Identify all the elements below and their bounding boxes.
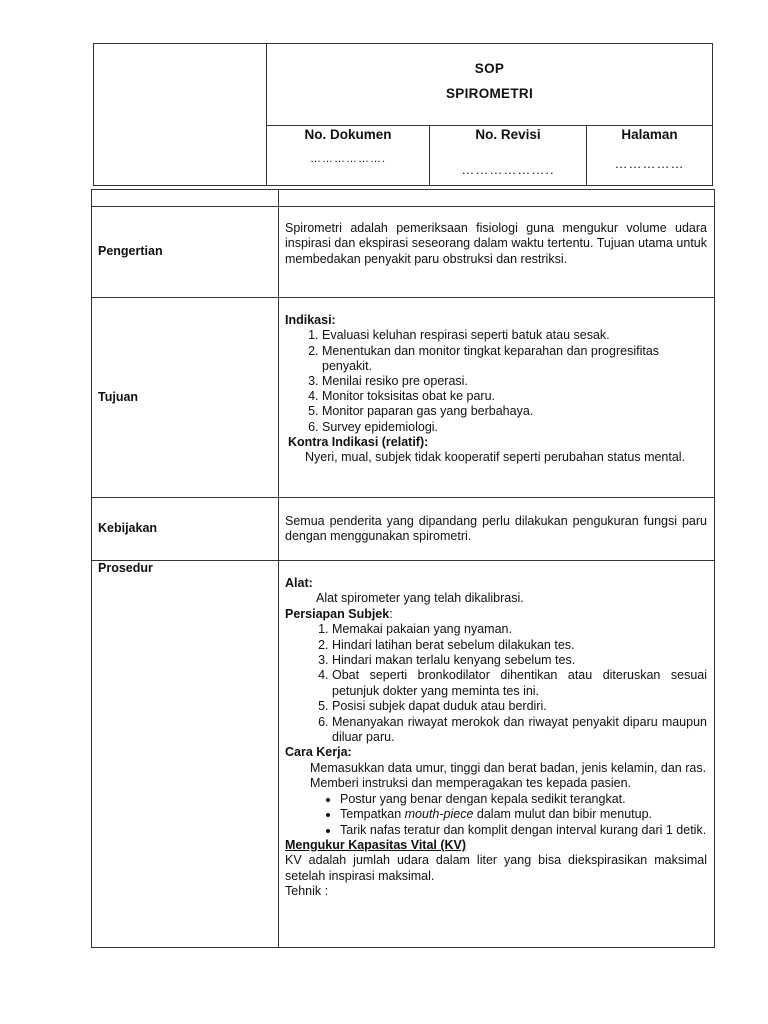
persiapan-heading-line bbox=[285, 607, 707, 622]
list-item: 1. Memakai pakaian yang nyaman. bbox=[332, 622, 707, 637]
kebijakan-label: Kebijakan bbox=[98, 521, 158, 535]
pengertian-label: Pengertian bbox=[98, 244, 163, 258]
cara-kerja-heading: Cara Kerja: bbox=[285, 745, 352, 760]
list-item: 4. Monitor toksisitas obat ke paru. bbox=[322, 389, 707, 404]
cara-kerja-text-1: Memasukkan data umur, tinggi dan berat badan, jenis kelamin, dan ras. bbox=[310, 760, 707, 775]
kontra-text: Nyeri, mual, subjek tidak kooperatif seperti perubahan status mental. bbox=[305, 450, 686, 465]
alat-heading: Alat: bbox=[285, 576, 313, 590]
document-title: SPIROMETRI bbox=[445, 86, 533, 101]
list-item: 2. Hindari latihan berat sebelum dilakukan tes. bbox=[332, 638, 707, 653]
no-revisi-label: No. Revisi bbox=[475, 127, 541, 142]
list-item: 5. Posisi subjek dapat duduk atau berdiri. bbox=[332, 699, 707, 714]
list-item: • Tarik nafas teratur dan komplit dengan interval kurang dari 1 detik. bbox=[340, 823, 707, 838]
list-item bbox=[340, 807, 707, 822]
kv-text: KV adalah jumlah udara dalam liter yang bisa diekspirasikan maksimal setelah inspirasi maksimal. bbox=[285, 853, 707, 883]
bullet-2-pre: Tempatkan bbox=[340, 807, 405, 822]
cara-kerja-bullets bbox=[285, 792, 707, 838]
list-item: 2. Menentukan dan monitor tingkat keparahan dan progresifitas penyakit. bbox=[322, 344, 707, 374]
kontra-heading: Kontra Indikasi (relatif): bbox=[288, 434, 429, 449]
list-item: 6. Survey epidemiologi. bbox=[322, 420, 707, 435]
list-item: 6. Menanyakan riwayat merokok dan riwayat penyakit diparu maupun diluar paru. bbox=[332, 715, 707, 746]
kv-heading: Mengukur Kapasitas Vital (KV) bbox=[285, 837, 467, 852]
tujuan-label: Tujuan bbox=[98, 390, 139, 404]
persiapan-colon: : bbox=[389, 606, 393, 621]
no-revisi-value: ……………….. bbox=[461, 162, 555, 177]
list-item: 3. Hindari makan terlalu kenyang sebelum tes. bbox=[332, 653, 707, 668]
alat-text: Alat spirometer yang telah dikalibrasi. bbox=[316, 591, 524, 606]
list-item: 3. Menilai resiko pre operasi. bbox=[322, 374, 707, 389]
persiapan-heading: Persiapan Subjek bbox=[285, 606, 390, 621]
tujuan-content bbox=[285, 313, 707, 466]
tehnik-label: Tehnik : bbox=[285, 884, 329, 899]
no-dokumen-label: No. Dokumen bbox=[304, 127, 392, 142]
prosedur-label: Prosedur bbox=[98, 561, 153, 575]
halaman-label: Halaman bbox=[621, 127, 678, 142]
bullet-2-em: mouth-piece bbox=[404, 807, 474, 822]
list-item: 5. Monitor paparan gas yang berbahaya. bbox=[322, 404, 707, 419]
indikasi-list bbox=[285, 328, 707, 434]
kebijakan-text: Semua penderita yang dipandang perlu dilakukan pengukuran fungsi paru dengan menggunakan spirometri. bbox=[285, 514, 707, 544]
sop-label: SOP bbox=[474, 61, 505, 76]
list-item: 1. Evaluasi keluhan respirasi seperti batuk atau sesak. bbox=[322, 328, 707, 343]
no-dokumen-value: ………………. bbox=[309, 153, 387, 165]
pengertian-text: Spirometri adalah pemeriksaan fisiologi guna mengukur volume udara inspirasi dan ekspirasi seseorang dalam waktu tertentu. Tujuan utama untuk membedakan penyakit paru obstruksi dan restriksi. bbox=[285, 221, 707, 266]
persiapan-list bbox=[285, 622, 707, 745]
cara-kerja-text-2: Memberi instruksi dan memperagakan tes kepada pasien. bbox=[310, 776, 632, 791]
prosedur-content bbox=[285, 576, 707, 900]
indikasi-heading: Indikasi: bbox=[285, 313, 336, 327]
logo-cell bbox=[94, 44, 266, 185]
list-item: • Postur yang benar dengan kepala sedikit terangkat. bbox=[340, 792, 707, 807]
list-item: 4. Obat seperti bronkodilator dihentikan atau diteruskan sesuai petunjuk dokter yang meminta tes ini. bbox=[332, 668, 707, 699]
bullet-2-post: dalam mulut dan bibir menutup. bbox=[473, 807, 652, 822]
halaman-value: …………… bbox=[614, 156, 685, 171]
